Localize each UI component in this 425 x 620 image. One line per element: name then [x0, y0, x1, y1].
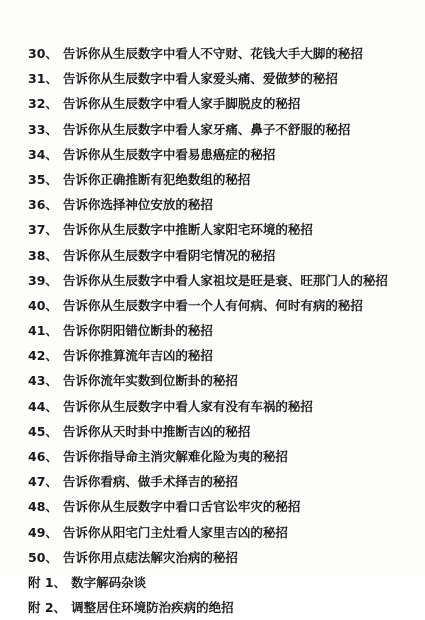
item-number: 41、 [28, 323, 58, 339]
item-number: 42、 [28, 348, 58, 364]
list-item [28, 217, 388, 242]
item-number: 45、 [28, 423, 58, 439]
item-title: 告诉你从天时卦中推断吉凶的秘招 [62, 423, 251, 439]
item-title: 告诉你从生辰数字中看一个人有何病、何时有病的秘招 [62, 297, 363, 313]
item-number: 46、 [28, 449, 58, 464]
item-title: 告诉你从生辰数字中看人家有没有车祸的秘招 [62, 398, 313, 414]
list-item [28, 419, 388, 444]
list-item [28, 444, 388, 469]
table-of-contents [28, 41, 388, 620]
item-title: 告诉你阴阳错位断卦的秘招 [62, 323, 213, 339]
item-number: 44、 [28, 398, 58, 414]
item-title: 告诉你从生辰数字中看人不守财、花钱大手大脚的秘招 [62, 46, 363, 61]
item-title: 告诉你从生辰数字中推断人家阳宅环境的秘招 [62, 222, 313, 238]
item-number: 33、 [28, 121, 58, 137]
list-item [28, 545, 388, 570]
item-title: 调整居住环境防治疾病的绝招 [71, 600, 234, 616]
item-title: 告诉你从生辰数字中看易患癌症的秘招 [62, 146, 276, 162]
item-title: 告诉你从生辰数字中看人家牙痛、鼻子不舒服的秘招 [62, 121, 351, 137]
list-item [28, 117, 388, 142]
item-number: 32、 [28, 96, 58, 112]
item-number: 31、 [28, 71, 58, 87]
item-number: 30、 [28, 46, 58, 61]
item-title: 告诉你正确推断有犯绝数组的秘招 [62, 171, 251, 187]
item-number: 39、 [28, 272, 58, 288]
list-item [28, 243, 388, 268]
item-number: 43、 [28, 373, 58, 389]
item-number: 附 1、 [28, 574, 67, 590]
list-item [28, 293, 388, 318]
list-item [28, 494, 388, 519]
appendix-item [28, 570, 388, 595]
item-number: 37、 [28, 222, 58, 238]
item-number: 47、 [28, 474, 58, 490]
item-number: 49、 [28, 524, 58, 540]
item-title: 告诉你指导命主消灾解难化险为夷的秘招 [62, 449, 288, 464]
item-number: 50、 [28, 549, 58, 565]
list-item [28, 394, 388, 419]
item-title: 告诉你从生辰数字中看阴宅情况的秘招 [62, 247, 276, 263]
list-item [28, 91, 388, 116]
list-item [28, 41, 388, 66]
item-title: 告诉你从生辰数字中看人家手脚脱皮的秘招 [62, 96, 301, 112]
item-number: 38、 [28, 247, 58, 263]
appendix-item [28, 595, 388, 620]
item-number: 35、 [28, 171, 58, 187]
item-number: 48、 [28, 499, 58, 515]
item-title: 告诉你从阳宅门主灶看人家里吉凶的秘招 [62, 524, 288, 540]
list-item [28, 142, 388, 167]
item-title: 告诉你从生辰数字中看人家爱头痛、爱做梦的秘招 [62, 71, 338, 87]
item-number: 40、 [28, 297, 58, 313]
item-number: 附 2、 [28, 600, 67, 616]
list-item [28, 192, 388, 217]
list-item [28, 66, 388, 91]
item-number: 36、 [28, 197, 58, 213]
list-item [28, 469, 388, 494]
item-title: 告诉你从生辰数字中看人家祖坟是旺是衰、旺那门人的秘招 [62, 272, 388, 288]
list-item [28, 318, 388, 343]
list-item [28, 167, 388, 192]
item-title: 告诉你用点痣法解灾治病的秘招 [62, 549, 238, 565]
item-title: 告诉你推算流年吉凶的秘招 [62, 348, 213, 364]
item-title: 告诉你选择神位安放的秘招 [62, 197, 213, 213]
list-item [28, 343, 388, 368]
item-title: 告诉你从生辰数字中看口舌官讼牢灾的秘招 [62, 499, 301, 515]
list-item [28, 268, 388, 293]
item-title: 告诉你看病、做手术择吉的秘招 [62, 474, 238, 490]
item-number: 34、 [28, 146, 58, 162]
list-item [28, 368, 388, 393]
list-item [28, 520, 388, 545]
item-title: 告诉你流年实数到位断卦的秘招 [62, 373, 238, 389]
item-title: 数字解码杂谈 [71, 574, 147, 590]
